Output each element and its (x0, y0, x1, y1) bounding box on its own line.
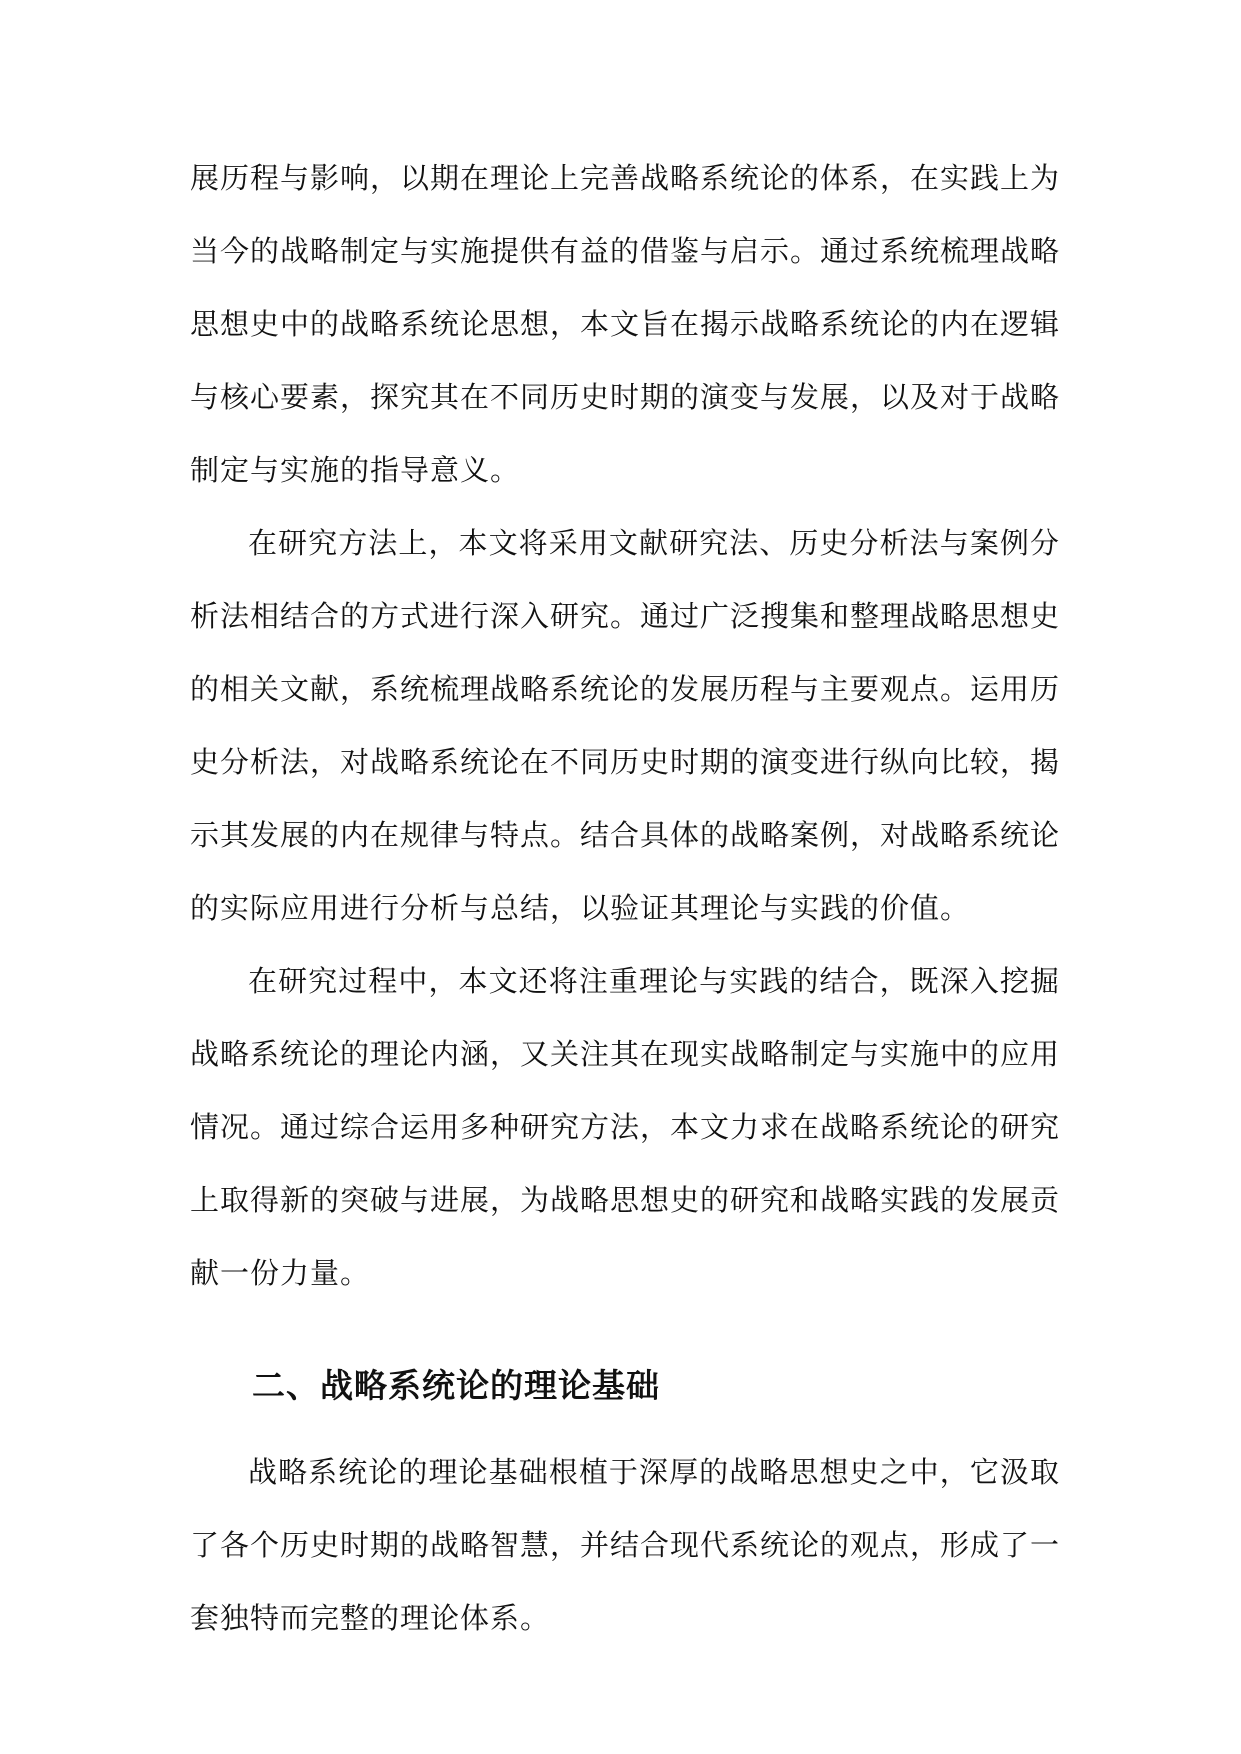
section-heading: 二、战略系统论的理论基础 (252, 1366, 660, 1405)
paragraph-research-process: 在研究过程中，本文还将注重理论与实践的结合，既深入挖掘战略系统论的理论内涵，又关注其在现实战略制定与实施中的应用情况。通过综合运用多种研究方法，本文力求在战略系统论的研究上取得新的突破与进展，为战略思想史的研究和战略实践的发展贡献一份力量。 (190, 964, 1061, 1290)
document-body (190, 142, 1060, 1655)
paragraph-research-methods: 在研究方法上，本文将采用文献研究法、历史分析法与案例分析法相结合的方式进行深入研究。通过广泛搜集和整理战略思想史的相关文献，系统梳理战略系统论的发展历程与主要观点。运用历史分析法，对战略系统论在不同历史时期的演变进行纵向比较，揭示其发展的内在规律与特点。结合具体的战略案例，对战略系统论的实际应用进行分析与总结，以验证其理论与实践的价值。 (190, 526, 1061, 925)
paragraph-intro-continuation: 展历程与影响，以期在理论上完善战略系统论的体系，在实践上为当今的战略制定与实施提供有益的借鉴与启示。通过系统梳理战略思想史中的战略系统论思想，本文旨在揭示战略系统论的内在逻辑与核心要素，探究其在不同历史时期的演变与发展，以及对于战略制定与实施的指导意义。 (190, 161, 1061, 487)
paragraph-theoretical-foundation: 战略系统论的理论基础根植于深厚的战略思想史之中，它汲取了各个历史时期的战略智慧，并结合现代系统论的观点，形成了一套独特而完整的理论体系。 (190, 1455, 1061, 1635)
